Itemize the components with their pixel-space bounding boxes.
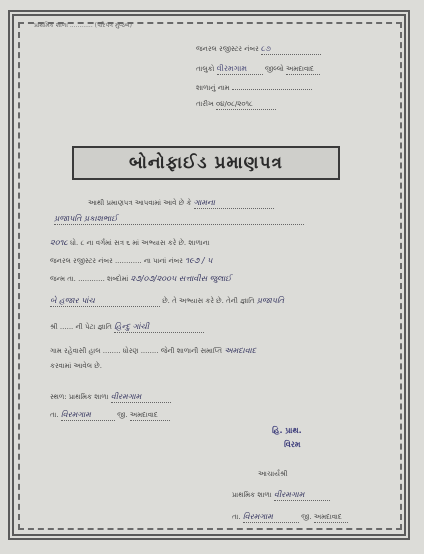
date-row	[196, 100, 276, 110]
taluka-label: તાલુકો	[196, 65, 215, 73]
district-line-label: જી.	[117, 411, 128, 419]
signature-school-label: પ્રાથમિક શાળા	[232, 491, 272, 499]
district-line-value: અમદાવાદ	[130, 411, 170, 421]
body-line-1-text: આથી પ્રમાણપત્ર આપવામાં આવે છે કે	[88, 199, 192, 207]
body-line-7-hand: હિન્દુ ગાંચી	[114, 322, 204, 333]
signature-ta-label: તા.	[232, 513, 241, 521]
body-line-4-text: જનરલ રજીસ્ટર નંબર ............ ના પાનાં નંબર	[50, 257, 183, 265]
body-line-8-text: ગામ રહેવાસી હાલ ........ ધોરણ ........ જેની શાળાની સમાપ્તિ	[50, 347, 222, 355]
body-line-6-text: છે. તે અભ્યાસ કરે છે. તેની જ્ઞાતિ	[162, 297, 255, 305]
date-value: ૦૪/૦૮/૨૦૧૮	[216, 100, 276, 110]
body-line-7	[50, 322, 204, 333]
gr-number-label: જનરલ રજીસ્ટર નંબર	[196, 45, 259, 53]
body-line-2-hand: પ્રજાપતિ પ્રકાશભાઈ	[54, 214, 304, 225]
body-line-8-hand: અમદાવાદ	[224, 346, 257, 355]
topline-text: પ્રાથમિક શાળા ............ (પરિપત્ર મુજબ)	[34, 22, 132, 29]
body-line-5-text: જન્મ તા. ............ શબ્દોમાં	[50, 275, 129, 283]
certificate-title: બોનોફાઈડ પ્રમાણપત્ર	[72, 146, 340, 180]
body-line-1	[88, 198, 274, 209]
body-line-5	[50, 274, 231, 284]
signature-school-row	[232, 490, 330, 501]
school-stamp	[266, 426, 346, 460]
signature-ta-value: વિરમગામ	[243, 512, 299, 523]
body-line-2	[54, 214, 304, 225]
body-line-4-hand: ૧૯૭ / ૫	[185, 256, 213, 265]
stamp-line-2: વિરમ	[284, 440, 301, 449]
body-line-6-hand2: પ્રજાપતિ	[256, 296, 285, 305]
district-label: જીલ્લો	[264, 65, 284, 73]
school-name-label: શાળાનું નામ	[196, 84, 230, 92]
body-line-7-text: શ્રી ...... ની પેટા જ્ઞાતિ	[50, 323, 112, 331]
place-label: સ્થળ: પ્રાથમિક શાળા	[50, 393, 109, 401]
taluka-line-value: વિરમગામ	[61, 410, 115, 421]
signature-title: આચાર્યશ્રી	[258, 470, 288, 478]
taluka-row	[196, 64, 320, 75]
place-line	[50, 392, 171, 403]
body-line-3-text: ધો. ૮ ના વર્ગમાં સત્ર ૬ માં અભ્યાસ કરે છે. શાળાના	[70, 239, 210, 247]
taluka-line	[50, 410, 170, 421]
gr-number-value: ૮૭	[261, 44, 321, 55]
body-line-8	[50, 346, 256, 356]
body-line-3-hand: ૨૦૧૮	[50, 238, 68, 247]
body-line-9-text: કરવામાં આવેલ છે.	[50, 362, 102, 370]
stamp-line-1: હિ. પ્રાથ.	[272, 426, 302, 435]
gr-number-row	[196, 44, 321, 55]
signature-ji-value: અમદાવાદ	[314, 513, 348, 523]
date-label: તારીખ	[196, 100, 214, 108]
school-name-value	[232, 89, 312, 90]
place-value: વીરમગામ	[111, 392, 171, 403]
signature-school-value: વીરમગામ	[274, 490, 330, 501]
signature-ji-label: જી.	[301, 513, 312, 521]
body-line-9	[50, 362, 102, 371]
body-line-5-hand: ૨૭/૦૭/૨૦૦૫ સત્તાવીસ જુલાઈ	[130, 274, 232, 283]
body-line-6	[50, 296, 284, 307]
body-line-4	[50, 256, 212, 266]
body-line-3	[50, 238, 210, 248]
school-name-row	[196, 84, 312, 93]
signature-place-row	[232, 512, 348, 523]
body-line-6-hand: બે હજાર પાંચ	[50, 296, 160, 307]
taluka-line-label: તા.	[50, 411, 59, 419]
body-line-1-hand: ગામના	[194, 198, 274, 209]
district-value: અમદાવાદ	[286, 65, 320, 75]
taluka-value: વીરમગામ	[217, 64, 263, 75]
